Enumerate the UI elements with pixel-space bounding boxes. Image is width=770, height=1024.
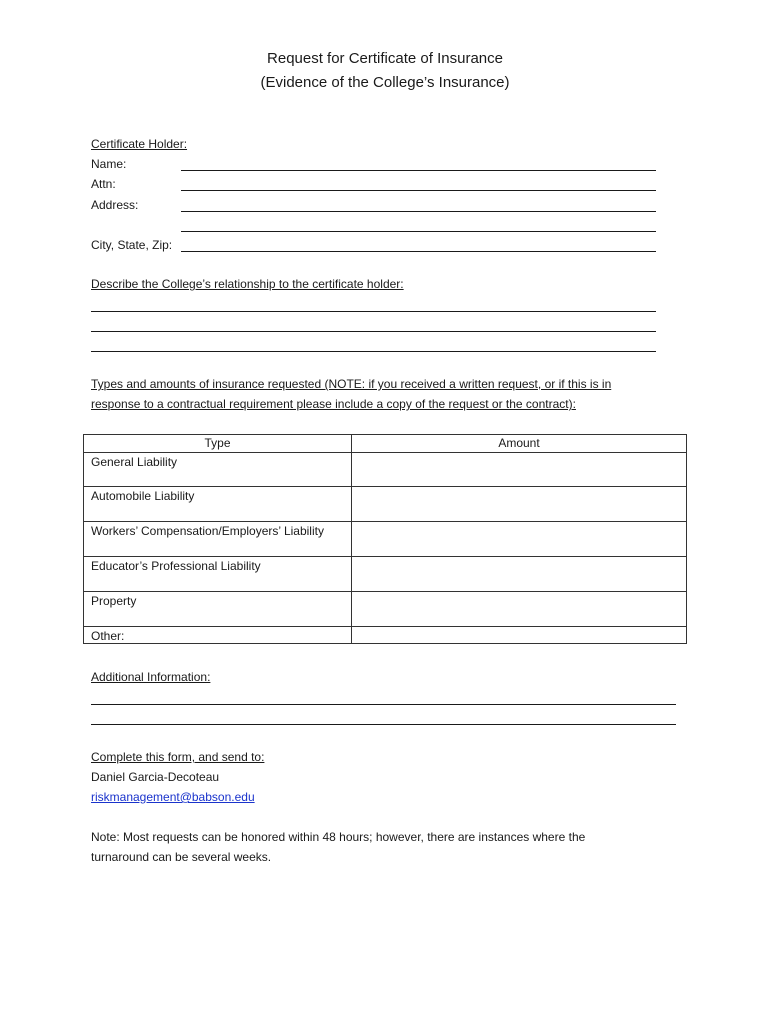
table-row — [84, 522, 687, 557]
type-cell: Workers’ Compensation/Employers’ Liability — [84, 522, 352, 557]
amount-input-cell[interactable] — [352, 592, 687, 627]
amount-input-cell[interactable] — [352, 627, 687, 644]
additional-info-line-1[interactable] — [91, 704, 676, 705]
insurance-heading-line-1: Types and amounts of insurance requested (NOTE: if you received a written request, or if this is in — [91, 377, 612, 391]
relationship-line-3[interactable] — [91, 351, 656, 352]
contact-email-link[interactable]: riskmanagement@babson.edu — [91, 790, 255, 804]
note-line-1: Note: Most requests can be honored within 48 hours; however, there are instances where the — [91, 830, 586, 844]
type-cell: Other: — [84, 627, 352, 644]
relationship-line-2[interactable] — [91, 331, 656, 332]
amount-column-header: Amount — [352, 435, 687, 453]
insurance-heading-line-2: response to a contractual requirement please include a copy of the request or the contract): — [91, 397, 576, 411]
table-row — [84, 453, 687, 487]
insurance-table — [83, 434, 687, 644]
type-cell: Educator’s Professional Liability — [84, 557, 352, 592]
note-line-2: turnaround can be several weeks. — [91, 850, 272, 864]
type-cell: General Liability — [84, 453, 352, 487]
name-field[interactable] — [181, 170, 656, 171]
name-label: Name: — [91, 157, 127, 171]
city-state-zip-label: City, State, Zip: — [91, 238, 173, 252]
amount-input-cell[interactable] — [352, 453, 687, 487]
attn-field[interactable] — [181, 190, 656, 191]
contact-name: Daniel Garcia-Decoteau — [91, 770, 220, 784]
table-row — [84, 487, 687, 522]
city-state-zip-field[interactable] — [181, 251, 656, 252]
additional-info-line-2[interactable] — [91, 724, 676, 725]
type-cell: Property — [84, 592, 352, 627]
table-row — [84, 557, 687, 592]
table-header-row — [84, 435, 687, 453]
additional-info-heading: Additional Information: — [91, 670, 211, 684]
type-column-header: Type — [84, 435, 352, 453]
attn-label: Attn: — [91, 177, 116, 191]
relationship-line-1[interactable] — [91, 311, 656, 312]
amount-input-cell[interactable] — [352, 557, 687, 592]
certificate-holder-heading: Certificate Holder: — [91, 137, 188, 151]
table-row — [84, 592, 687, 627]
contact-email-wrap — [91, 790, 255, 804]
relationship-heading: Describe the College’s relationship to the certificate holder: — [91, 277, 404, 291]
type-cell: Automobile Liability — [84, 487, 352, 522]
address-label: Address: — [91, 198, 139, 212]
amount-input-cell[interactable] — [352, 487, 687, 522]
page-title: Request for Certificate of Insurance — [267, 50, 503, 67]
page-subtitle: (Evidence of the College’s Insurance) — [260, 74, 510, 91]
submit-heading: Complete this form, and send to: — [91, 750, 265, 764]
address-field-1[interactable] — [181, 211, 656, 212]
amount-input-cell[interactable] — [352, 522, 687, 557]
address-field-2[interactable] — [181, 231, 656, 232]
table-row — [84, 627, 687, 644]
